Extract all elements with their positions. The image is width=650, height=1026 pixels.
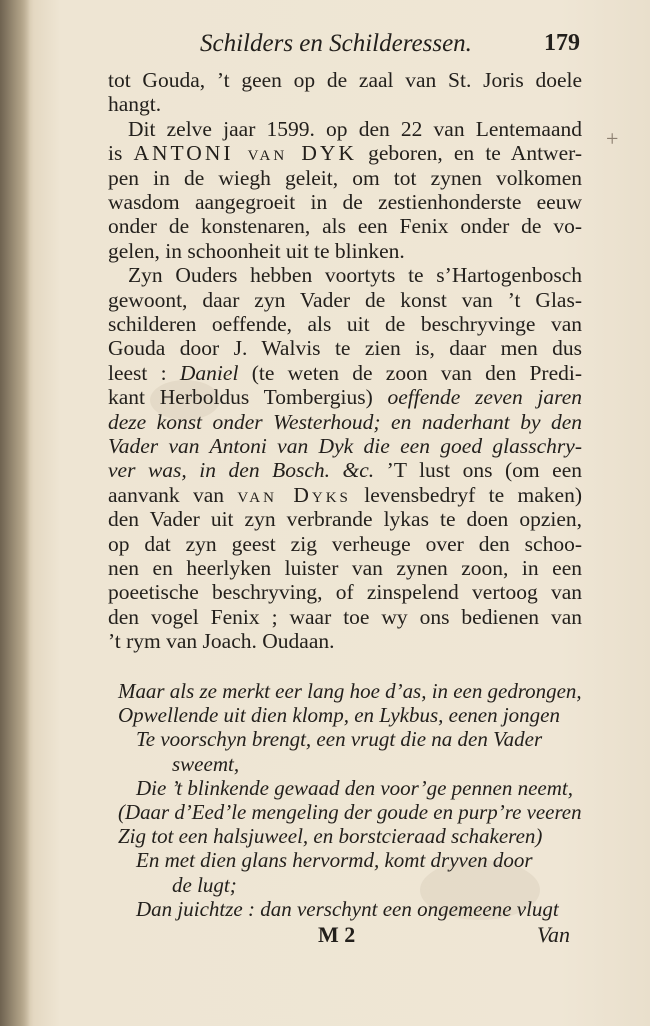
poem-line: Maar als ze merkt eer lang hoe d’as, in een gedrongen, <box>118 679 582 703</box>
text-run: van Dyks <box>237 482 351 507</box>
text-run: ANTONI <box>133 141 234 166</box>
text-line <box>108 214 582 238</box>
text-line <box>108 288 582 312</box>
text-line <box>108 507 582 531</box>
poem-line: (Daar d’Eed’le mengeling der goude en purp’re veeren <box>118 800 582 824</box>
text-line <box>108 141 582 165</box>
text-line <box>108 556 582 580</box>
margin-annotation: + <box>606 126 619 151</box>
text-run: gewoont, daar zyn Vader de konst van ’t Glas- <box>108 287 582 312</box>
text-line <box>108 166 582 190</box>
text-run: Daniel <box>179 360 239 385</box>
poem-line: de lugt; <box>172 872 237 897</box>
text-run: Gouda door J. Walvis te zien is, daar men dus <box>108 336 582 361</box>
signature-mark: M 2 <box>318 922 356 947</box>
text-run: gelen, in schoonheit uit te blinken. <box>108 238 405 263</box>
text-run: oeffende zeven jaren <box>387 385 582 410</box>
text-line <box>128 117 582 141</box>
text-line <box>108 483 582 507</box>
text-run: ’t rym van Joach. Oudaan. <box>108 629 335 654</box>
page-header <box>200 30 580 66</box>
poem-line: Zig tot een halsjuweel, en borstcieraad schakeren) <box>118 824 543 849</box>
text-line <box>108 68 582 92</box>
text-run: nen en heerlyken luister van zynen zoon, in een <box>108 556 582 580</box>
text-run: poeetische beschryving, of zinspelend vertoog van <box>108 580 582 605</box>
poem-line: Opwellende uit dien klomp, en Lykbus, eenen jongen <box>118 703 561 728</box>
poem-line: Die ’t blinkende gewaad den voor’ge pennen neemt, <box>136 775 573 800</box>
text-run: geboren, en te Antwer- <box>356 141 583 166</box>
poem-line: Dan juichtze : dan verschynt een ongemeene vlugt <box>136 896 559 921</box>
text-line <box>108 605 582 629</box>
text-line <box>108 434 582 458</box>
book-gutter <box>0 0 30 1026</box>
text-line <box>108 336 582 360</box>
text-line <box>108 458 582 482</box>
catchword: Van <box>537 922 570 947</box>
text-run: ’T lust ons (om een <box>374 458 582 483</box>
text-line <box>108 580 582 604</box>
text-line <box>108 92 582 116</box>
poem-line: En met dien glans hervormd, komt dryven door <box>136 848 533 873</box>
text-run: (te weten de zoon van den Predi- <box>238 360 582 385</box>
running-title: Schilders en Schilderessen. <box>200 30 472 57</box>
text-run: deze konst onder Westerhoud; en naderhant by den <box>108 409 582 434</box>
page-number: 179 <box>544 30 580 56</box>
text-run: onder de konstenaren, als een Fenix onder de vo- <box>108 214 582 239</box>
text-run: den vogel Fenix ; waar toe wy ons bedienen van <box>108 604 582 629</box>
text-run: leest : <box>108 360 180 385</box>
text-line <box>108 532 582 556</box>
text-run: wasdom aangegroeit in de zestienhonderste eeuw <box>108 190 582 214</box>
poem-line: Te voorschyn brengt, een vrugt die na den Vader <box>136 727 543 752</box>
text-run: van <box>233 141 302 166</box>
text-line <box>108 239 582 263</box>
text-run: schilderen oeffende, als uit de beschryvinge van <box>108 312 582 336</box>
text-line <box>128 263 582 287</box>
text-line <box>108 361 582 385</box>
text-line <box>108 629 582 653</box>
text-run: is <box>108 141 134 166</box>
poem-line: sweemt, <box>172 751 240 776</box>
text-run: den Vader uit zyn verbrande lykas te doen opzien, <box>108 507 582 532</box>
text-run: ver was, in den Bosch. &c. <box>108 458 375 483</box>
text-run: pen in de wiegh geleit, om tot zynen volkomen <box>108 165 582 190</box>
text-run: tot Gouda, ’t geen op de zaal van St. Joris doele <box>108 68 582 92</box>
text-run: Dit zelve jaar 1599. op den 22 van Lentemaand <box>128 116 582 141</box>
text-run: Vader van Antoni van Dyk die een goed glasschry- <box>108 434 582 458</box>
text-line <box>108 312 582 336</box>
text-run: DYK <box>301 141 357 166</box>
text-run: aanvank van <box>108 482 238 507</box>
text-line <box>108 190 582 214</box>
text-run: kant Herboldus Tombergius) <box>108 385 388 410</box>
text-run: hangt. <box>108 92 162 117</box>
text-run: levensbedryf te maken) <box>350 482 582 507</box>
text-line <box>108 385 582 409</box>
text-run: Zyn Ouders hebben voortyts te s’Hartogenbosch <box>128 263 582 288</box>
text-run: op dat zyn geest zig verheuge over den schoo- <box>108 531 582 556</box>
text-line <box>108 410 582 434</box>
